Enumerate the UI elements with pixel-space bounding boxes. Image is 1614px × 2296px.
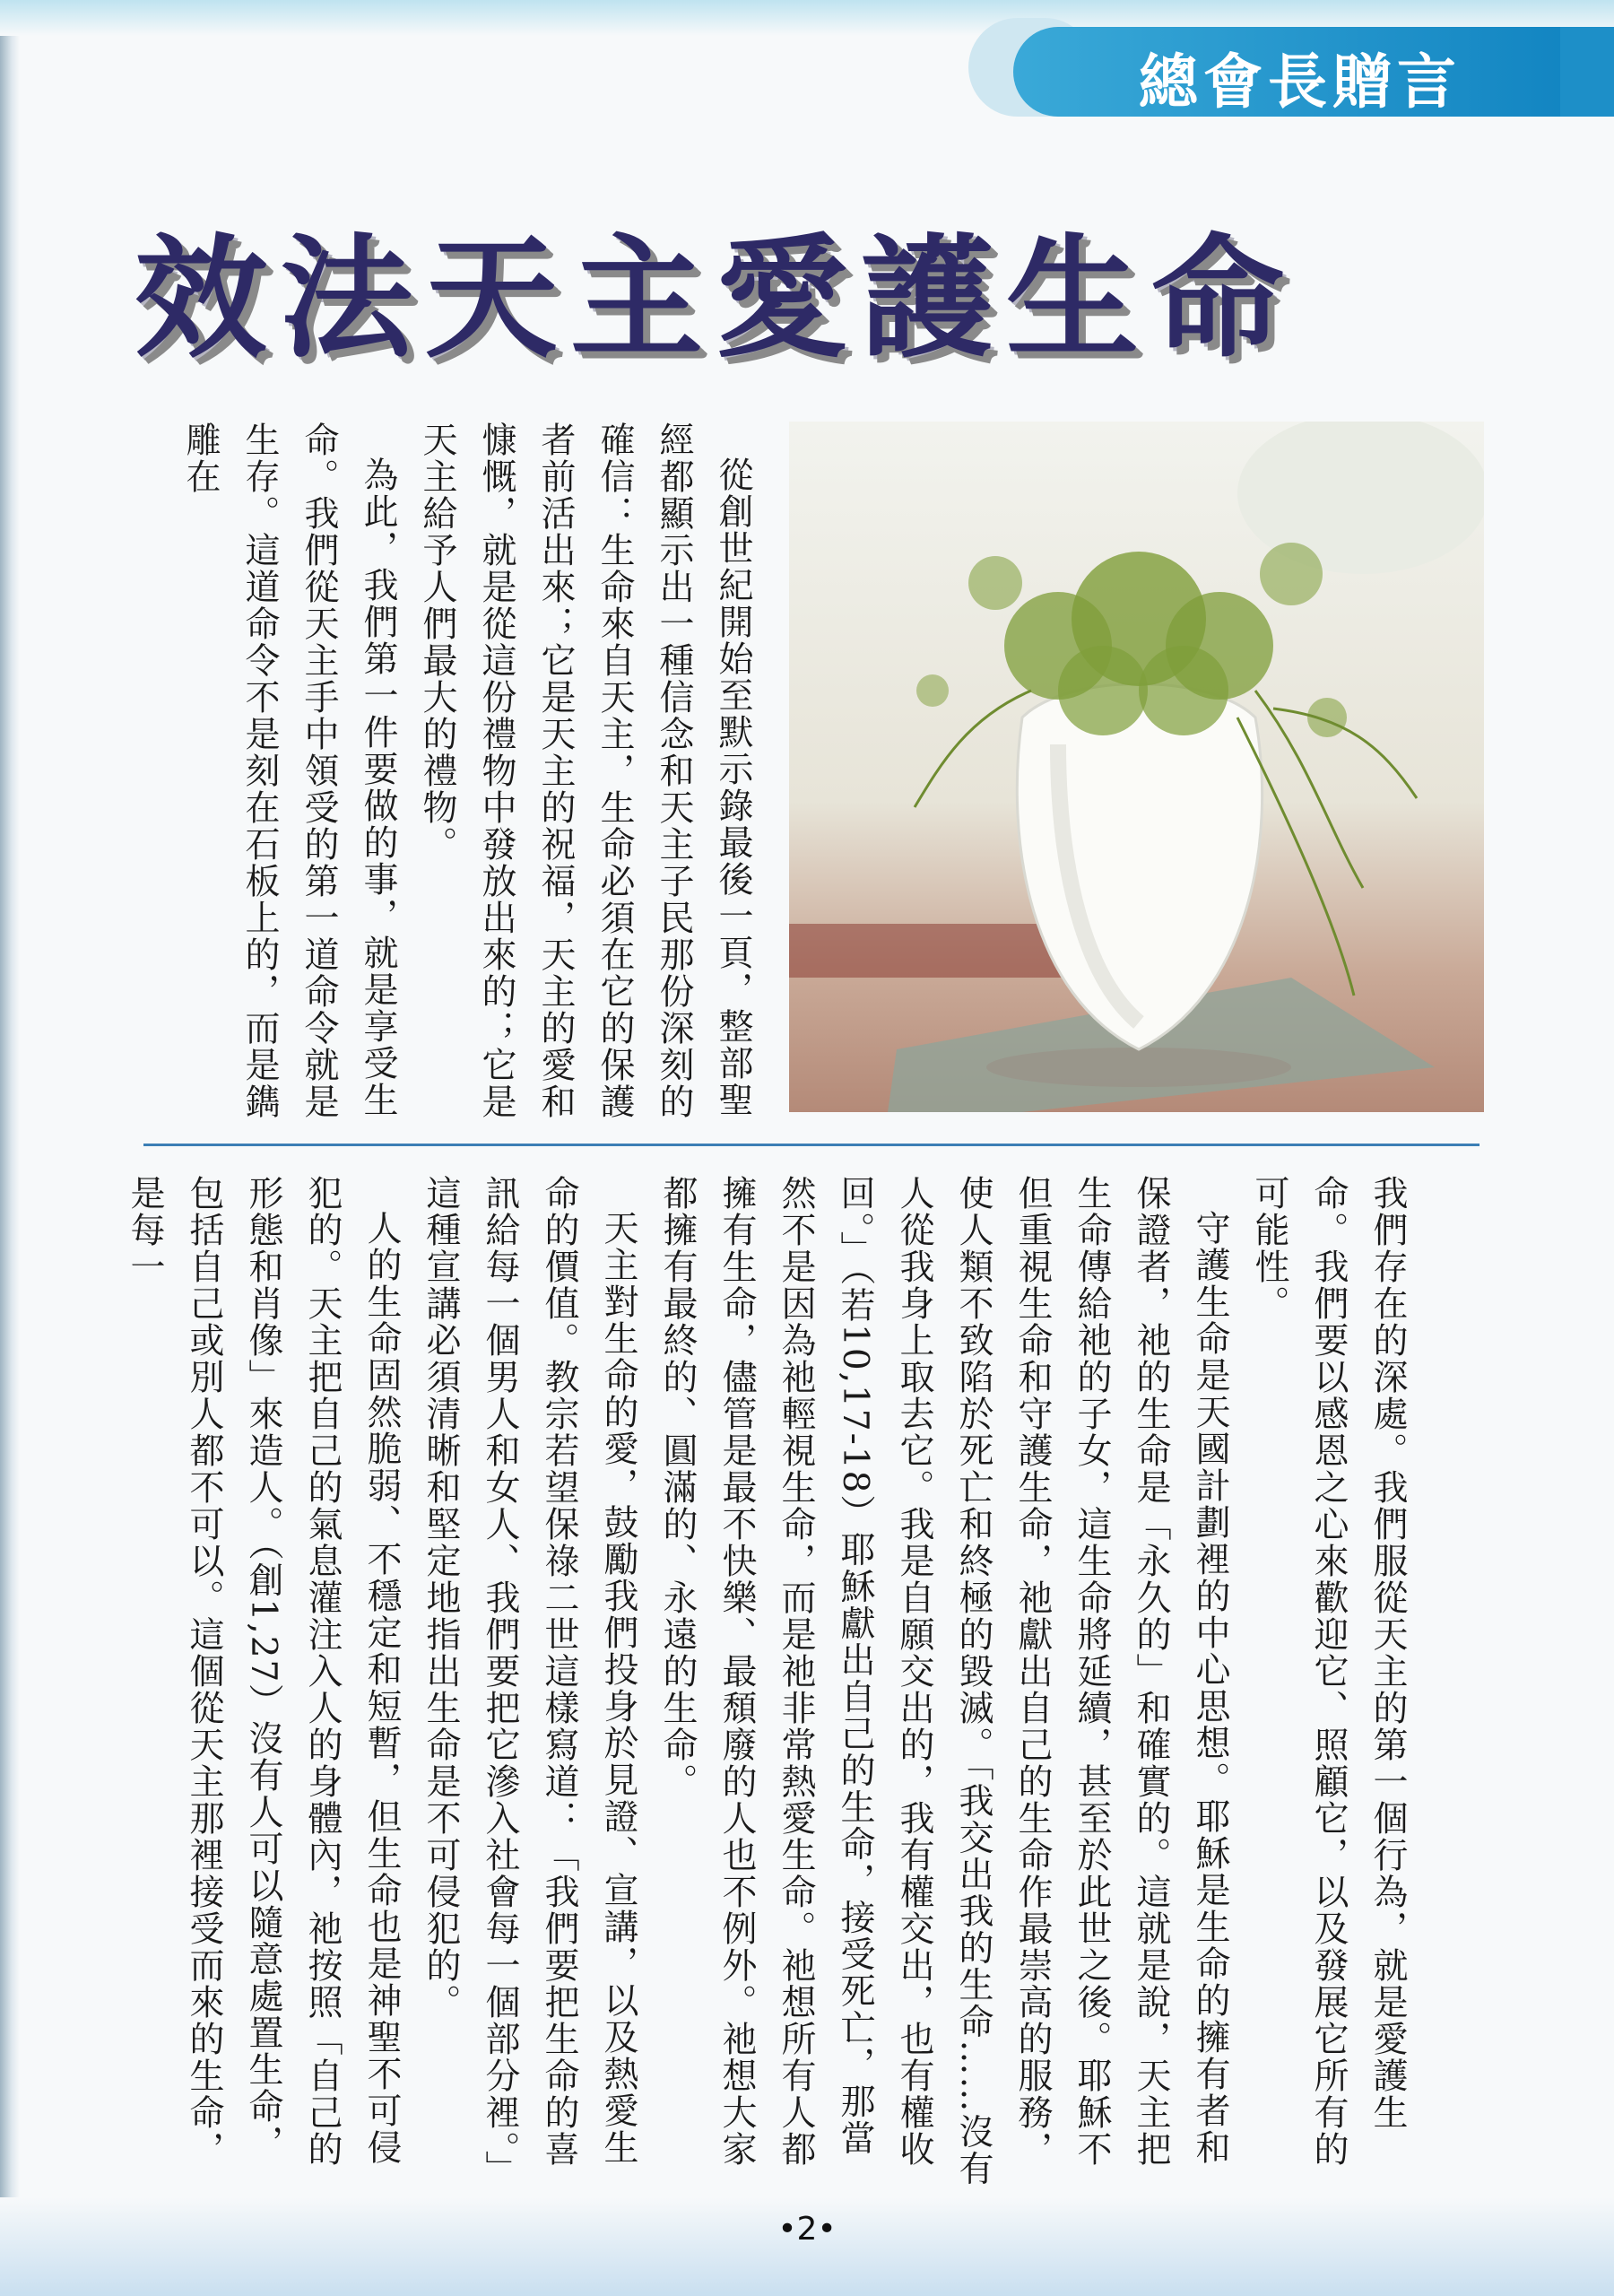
paragraph: 人的生命固然脆弱、不穩定和短暫，但生命也是神聖不可侵犯的。天主把自己的氣息灌注入人的身體內，祂按照「自己的形態和肖像」來造人。（創1,27）沒有人可以隨意處置生命，包括自己或別人都不可以。這個從天主那裡接受而來的生命，是每一: [125, 1175, 402, 2168]
paragraph: 天主對生命的愛，鼓勵我們投身於見證、宣講，以及熱愛生命的價值。教宗若望保祿二世這樣寫道：「我們要把生命的喜訊給每一個男人和女人、我們要把它滲入社會每一個部分裡。」這種宣講必須清晰和堅定地指出生命是不可侵犯的。: [421, 1175, 638, 2187]
paragraph: 守護生命是天國計劃裡的中心思想。耶穌是生命的擁有者和保證者，祂的生命是「永久的」和確實的。這就是說，天主把生命傳給祂的子女，這生命將延續，甚至於此世之後。耶穌不但重視生命和守護生命，祂獻出自己的生命作最崇高的服務，使人類不致陷於死亡和終極的毀滅。「我交出我的生命……沒有人從我身上取去它。我是自願交出的，我有權交出，也有權收回。」（若10,17-18）耶穌獻出自己的生命，接受死亡，那當然不是因為祂輕視生命，而是祂非常熱愛生命。祂想所有人都擁有生命，儘管是最不快樂、最頹廢的人也不例外。祂想大家都擁有最終的、圓滿的、永遠的生命。: [657, 1175, 1230, 2187]
page-spine: [0, 0, 20, 2296]
paragraph: 為此，我們第一件要做的事，就是享受生命。我們從天主手中領受的第一道命令就是生存。這道命令不是刻在石板上的，而是鐫雕在: [180, 422, 398, 1120]
article-text-upper: [143, 422, 762, 1121]
section-tab-edge: [1560, 27, 1614, 117]
article-title: 效法天主愛護生命: [134, 222, 1297, 376]
plant-in-eggshell-photo: [789, 422, 1484, 1112]
page-number: •2•: [777, 2211, 837, 2248]
section-title: 總會長贈言: [1139, 48, 1462, 117]
photo-illustration: [789, 422, 1484, 1112]
article-text-lower: [125, 1175, 1417, 2188]
section-divider: [143, 1144, 1480, 1146]
paragraph: 從創世紀開始至默示錄最後一頁，整部聖經都顯示出一種信念和天主子民那份深刻的確信：生命來自天主，生命必須在它的保護者前活出來；它是天主的祝福，天主的愛和慷慨，就是從這份禮物中發放出來的；它是天主給予人們最大的禮物。: [417, 422, 753, 1120]
paragraph: 我們存在的深處。我們服從天主的第一個行為，就是愛護生命。我們要以感恩之心來歡迎它、照顧它，以及發展它所有的可能性。: [1249, 1175, 1408, 2168]
